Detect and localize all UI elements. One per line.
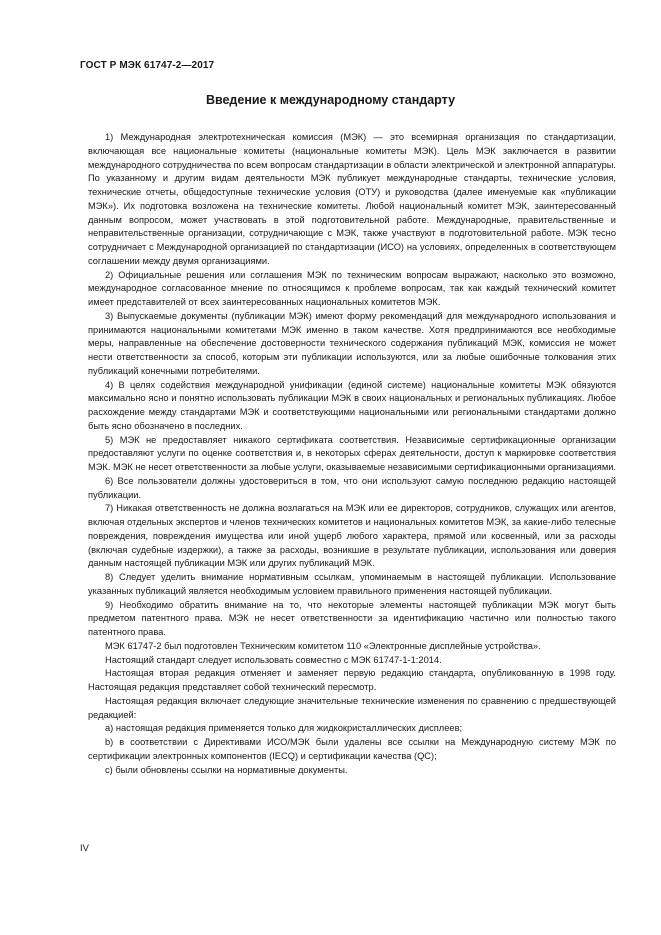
list-item-a: a) настоящая редакция применяется только для жидкокристаллических дисплеев; bbox=[105, 723, 463, 734]
paragraph-4: 4) В целях содействия международной унификации (единой системе) национальные комитеты МЭК обязуются максимально ясно и понятно использовать публикации МЭК в своих национальных и региональных публикациях. Любое расхождение между стандартами МЭК и соответствующими национальными или региональными стандартами должно быть ясно обозначено в последних. bbox=[88, 379, 616, 431]
document-header-standard-id: ГОСТ Р МЭК 61747-2—2017 bbox=[80, 60, 215, 71]
list-item-b: b) в соответствии с Директивами ИСО/МЭК были удалены все ссылки на Международную систему МЭК по сертификации электронных компонентов (IECQ) и сертификации качества (QC); bbox=[88, 737, 616, 761]
list-item-c: c) были обновлены ссылки на нормативные документы. bbox=[105, 764, 348, 775]
paragraph-changes-intro: Настоящая редакция включает следующие значительные технические изменения по сравнению с предшествующей редакцией: bbox=[88, 695, 616, 720]
paragraph-1: 1) Международная электротехническая комиссия (МЭК) — это всемирная организация по стандартизации, включающая все национальные комитеты (национальные комитеты МЭК). Цель МЭК заключается в развитии международного сотрудничества по всем вопросам стандартизации в области электрической и электронной аппаратуры. По указанному и другим видам деятельности МЭК публикует международные стандарты, технические условия, технические отчеты, общедоступные технические условия (ОТУ) и руководства (далее именуемые как «публикации МЭК»). Их подготовка возложена на технические комитеты. Любой национальный комитет МЭК, заинтересованный данным вопросом, может участвовать в этой подготовительной работе. Международные, правительственные и неправительственные организации, сотрудничающие с МЭК, также участвуют в подготовительной работе. МЭК тесно сотрудничает с Международной организацией по стандартизации (ИСО) на условиях, определенных в соответствующем соглашении между двумя организациями. bbox=[88, 132, 616, 266]
paragraph-usage: Настоящий стандарт следует использовать совместно с МЭК 61747-1-1:2014. bbox=[105, 654, 442, 665]
paragraph-8: 8) Следует уделить внимание нормативным ссылкам, упоминаемым в настоящей публикации. Использование указанных публикаций является необходимым условием правильного применения настоящей публикации. bbox=[88, 572, 616, 596]
document-body bbox=[88, 131, 616, 777]
paragraph-edition: Настоящая вторая редакция отменяет и заменяет первую редакцию стандарта, опубликованную в 1998 году. Настоящая редакция представляет собой технический пересмотр. bbox=[88, 668, 616, 692]
paragraph-tc110: МЭК 61747-2 был подготовлен Техническим комитетом 110 «Электронные дисплейные устройства». bbox=[105, 640, 541, 651]
page-title: Введение к международному стандарту bbox=[205, 93, 456, 107]
paragraph-5: 5) МЭК не предоставляет никакого сертификата соответствия. Независимые сертификационные организации предоставляют услуги по оценке соответствия и, в некоторых сферах деятельности, доступ к маркировке соответствия МЭК. МЭК не несет ответственности за любые услуги, оказываемые независимыми сертификационными организациями. bbox=[88, 434, 616, 472]
paragraph-3: 3) Выпускаемые документы (публикации МЭК) имеют форму рекомендаций для международного использования и принимаются национальными комитетами МЭК именно в таком качестве. Хотя предпринимаются все необходимые меры, направленные на обеспечение достоверности технического содержания публикаций МЭК, комиссия не может нести ответственности за способ, которым эти публикации используются, или за любые ошибочные толкования этих публикаций конечными потребителями. bbox=[88, 310, 616, 376]
paragraph-7: 7) Никакая ответственность не должна возлагаться на МЭК или ее директоров, сотрудников, служащих или агентов, включая отдельных экспертов и членов технических комитетов и национальных комитетов МЭК, за какие-либо телесные повреждения, повреждения имущества или иной ущерб любого характера, прямой или косвенный, или за расходы (включая судебные издержки), а также за расходы, возникшие в результате публикации, использования или доверия данным настоящей публикации МЭК или других публикаций МЭК. bbox=[88, 503, 616, 569]
paragraph-6: 6) Все пользователи должны удостовериться в том, что они используют самую последнюю редакцию настоящей публикации. bbox=[88, 475, 616, 500]
paragraph-9: 9) Необходимо обратить внимание на то, что некоторые элементы настоящей публикации МЭК могут быть предметом патентного права. МЭК не несет ответственности за идентификацию частично или полностью такого патентного права. bbox=[88, 599, 616, 637]
paragraph-2: 2) Официальные решения или соглашения МЭК по техническим вопросам выражают, насколько это возможно, международное согласованное мнение по относящимся к проблеме вопросам, так как каждый технический комитет имеет представителей от всех заинтересованных национальных комитетов МЭК. bbox=[88, 269, 616, 307]
page-number: IV bbox=[80, 843, 89, 854]
